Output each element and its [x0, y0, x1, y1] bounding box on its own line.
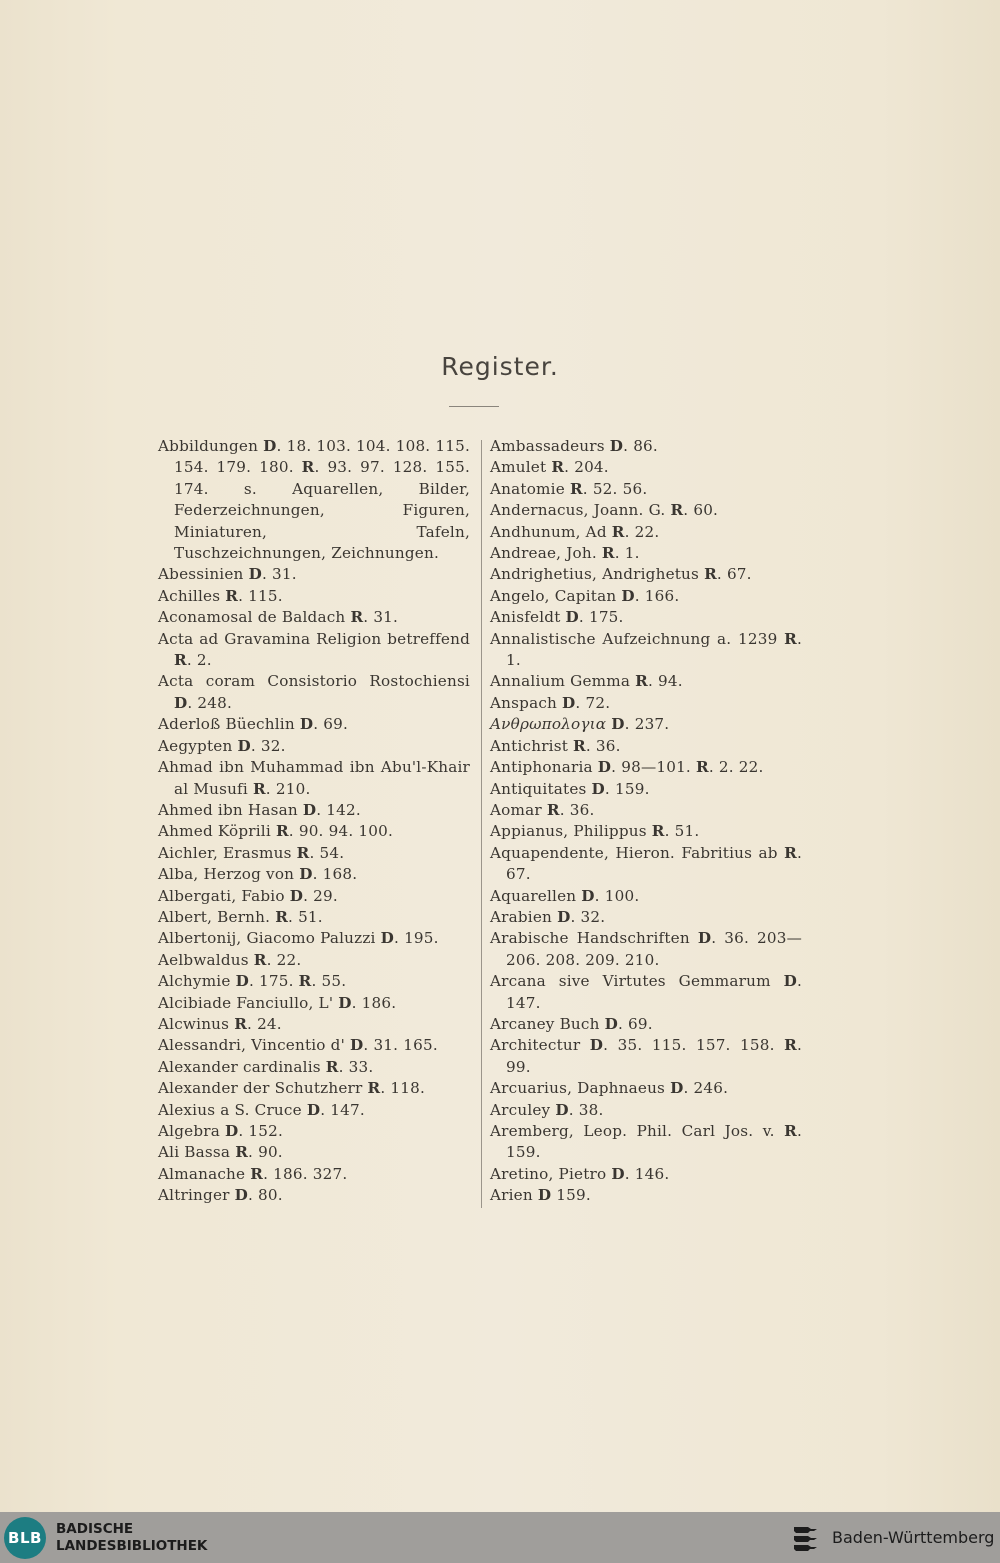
index-entry: Annalium Gemma R. 94. [490, 672, 683, 691]
library-name[interactable] [56, 1521, 207, 1555]
index-entry: Albertonij, Giacomo Paluzzi D. 195. [158, 929, 439, 948]
index-entry: Aretino, Pietro D. 146. [490, 1164, 670, 1183]
index-entry: Andrighetius, Andrighetus R. 67. [490, 565, 752, 584]
index-entry: Alchymie D. 175. R. 55. [158, 972, 347, 991]
index-column-right [490, 436, 802, 1207]
index-entry: Angelo, Capitan D. 166. [490, 586, 680, 605]
index-entry: Abessinien D. 31. [158, 565, 297, 584]
index-entry: Abbildungen D. 18. 103. 104. 108. 115. 154. 179. 180. R. 93. 97. 128. 155. 174. s. Aquarellen, Bilder, Federzeichnungen, Figuren, Miniaturen, Tafeln, Tuschzeichnungen, Zeichnungen. [158, 437, 470, 563]
index-entry: Arabien D. 32. [490, 907, 606, 926]
index-entry: Alcwinus R. 24. [158, 1014, 282, 1033]
blb-logo[interactable]: BLB [4, 1517, 46, 1559]
index-entry: Appianus, Philippus R. 51. [490, 822, 700, 841]
index-entry: Arien D 159. [490, 1186, 591, 1205]
index-entry: Aconamosal de Baldach R. 31. [158, 608, 399, 627]
index-entry: Ahmad ibn Muhammad ibn Abu'l-Khair al Musufi R. 210. [158, 758, 470, 798]
index-entry: Almanache R. 186. 327. [158, 1164, 348, 1183]
index-entry: Alexius a S. Cruce D. 147. [158, 1100, 365, 1119]
index-entry: Achilles R. 115. [158, 586, 283, 605]
footer-bar [0, 1512, 1000, 1563]
index-entry: Aelbwaldus R. 22. [158, 950, 302, 969]
index-entry: Alessandri, Vincentio d' D. 31. 165. [158, 1036, 438, 1055]
index-entry: Anatomie R. 52. 56. [490, 479, 648, 498]
index-entry: Aichler, Erasmus R. 54. [158, 843, 345, 862]
index-entry: Aomar R. 36. [490, 800, 595, 819]
index-entry: Aquapendente, Hieron. Fabritius ab R. 67. [490, 843, 802, 884]
title-rule [449, 406, 499, 407]
index-entry: Alba, Herzog von D. 168. [158, 865, 358, 884]
index-entry: Albergati, Fabio D. 29. [158, 886, 338, 905]
index-entry: Aremberg, Leop. Phil. Carl Jos. v. R. 159. [490, 1122, 802, 1162]
index-entry: Arabische Handschriften D. 36. 203—206. 208. 209. 210. [490, 929, 802, 969]
index-entry: Algebra D. 152. [158, 1122, 284, 1140]
index-entry: Andhunum, Ad R. 22. [490, 522, 660, 541]
index-entry: Arcuarius, Daphnaeus D. 246. [490, 1079, 729, 1098]
index-entry: Anisfeldt D. 175. [490, 608, 624, 627]
index-entry: Arculey D. 38. [490, 1100, 604, 1119]
state-name[interactable]: Baden-Württemberg [832, 1528, 995, 1547]
index-entry: Aegypten D. 32. [158, 736, 286, 755]
index-entry: Albert, Bernh. R. 51. [158, 907, 323, 926]
index-entry: Architectur D. 35. 115. 157. 158. R. 99. [490, 1036, 802, 1076]
page-title: Register. [441, 352, 559, 381]
index-entry: Ανθρωπολογια D. 237. [490, 715, 670, 734]
index-entry: Antiquitates D. 159. [490, 779, 650, 798]
index-entry: Anspach D. 72. [490, 693, 611, 712]
index-column-left [158, 436, 470, 1207]
index-entry: Arcaney Buch D. 69. [490, 1014, 653, 1033]
index-entry: Amulet R. 204. [490, 458, 609, 477]
library-name-line2: LANDESBIBLIOTHEK [56, 1538, 208, 1554]
index-entry: Acta ad Gravamina Religion betreffend R. 2. [158, 629, 470, 670]
index-entry: Ahmed Köprili R. 90. 94. 100. [158, 822, 394, 841]
index-entry: Aderloß Büechlin D. 69. [158, 715, 349, 734]
index-entry: Aquarellen D. 100. [490, 886, 640, 905]
index-entry: Annalistische Aufzeichnung a. 1239 R. 1. [490, 629, 802, 670]
index-entry: Alexander der Schutzherr R. 118. [158, 1079, 426, 1098]
index-entry: Ambassadeurs D. 86. [490, 437, 658, 455]
baden-wuerttemberg-lions-icon [790, 1523, 822, 1553]
index-entry: Alexander cardinalis R. 33. [158, 1057, 374, 1076]
index-entry: Antichrist R. 36. [490, 736, 621, 755]
index-entry: Acta coram Consistorio Rostochiensi D. 248. [158, 672, 470, 712]
index-entry: Andernacus, Joann. G. R. 60. [490, 501, 719, 520]
index-entry: Alcibiade Fanciullo, L' D. 186. [158, 993, 397, 1012]
index-entry: Arcana sive Virtutes Gemmarum D. 147. [490, 972, 802, 1012]
index-entry: Antiphonaria D. 98—101. R. 2. 22. [490, 758, 764, 777]
library-name-line1: BADISCHE [56, 1521, 134, 1537]
index-entry: Ahmed ibn Hasan D. 142. [158, 800, 361, 819]
index-entry: Ali Bassa R. 90. [158, 1143, 283, 1162]
column-divider [481, 440, 482, 1208]
index-entry: Altringer D. 80. [158, 1186, 283, 1205]
index-entry: Andreae, Joh. R. 1. [490, 544, 640, 563]
